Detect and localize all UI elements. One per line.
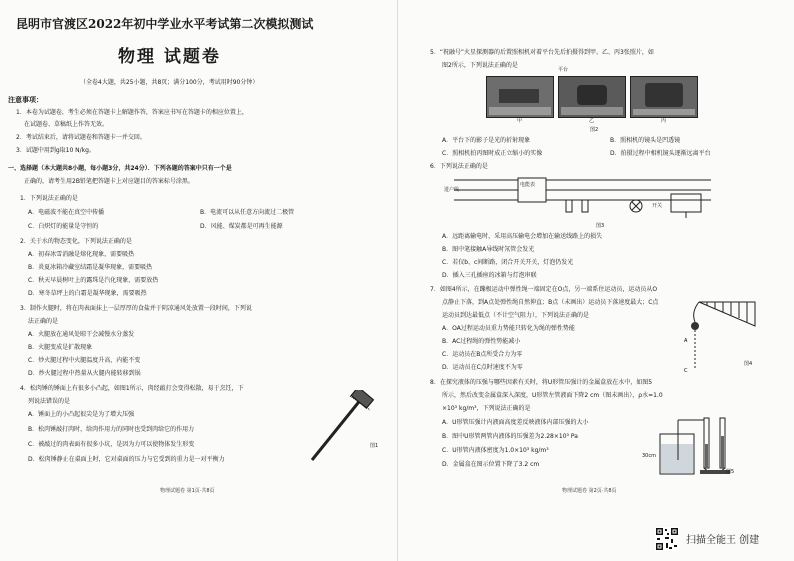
q7-stem-a: 7．如图4所示，在蹦极运动中弹性绳一端固定在O点，另一端系住运动员，运动员从O (430, 286, 658, 293)
q8-option-d: D．金属盒在图示位置下降了3.2 cm (442, 461, 540, 468)
photo-jia (486, 76, 554, 118)
notes-heading: 注意事项： (8, 96, 43, 104)
q4-stem-b: 列说法错误的是 (28, 398, 71, 405)
q4-option-b: B．松肉锤敲打肉时，给肉作用力的同时也受到肉给它的作用力 (28, 426, 195, 433)
q8-stem-a: 8．在探究液体的压强与哪些因素有关时，将U形管压强计的金属盒放在水中，如图5 (430, 379, 653, 386)
inlet-label: 进户线 (444, 187, 460, 193)
svg-text:C: C (684, 368, 688, 374)
u-tube-figure (656, 414, 736, 476)
q7-option-a: A．OA过程运动员重力势能只转化为绳的弹性势能 (442, 325, 575, 332)
q3-option-d: D．炒火腿过程中热量从火腿内能转移到锅 (28, 370, 141, 377)
meter-label: 电能表 (520, 182, 536, 188)
q3-option-b: B．火腿变成是扩散现象 (28, 344, 93, 351)
circuit-diagram (446, 172, 716, 220)
q4-option-d: D．松肉锤静止在桌面上时，它对桌面的压力与它受到的重力是一对平衡力 (28, 456, 225, 463)
q8-stem-b: 所示，然后改变金属盒深入深度，U形管左管液面下降2 cm（图未画出），ρ水=1.0 (442, 392, 663, 399)
figure4-label: 图4 (744, 361, 753, 367)
q6-stem: 6．下列说法正确的是 (430, 163, 488, 170)
note-1b: 在试题卷、草稿纸上作答无效。 (24, 121, 109, 128)
figure5-label: 图5 (726, 469, 735, 475)
figure1-label: 图1 (370, 443, 379, 449)
q2-option-c: C．秋天早晨树叶上的露珠是汽化现象，需要放热 (28, 277, 159, 284)
q2-option-a: A．初春冰雪消融是熔化现象，需要吸热 (28, 251, 135, 258)
q8-option-a: A．U形管压强计内液面高度差反映液体内部压强的大小 (442, 419, 589, 426)
note-1a: 1．本卷为试题卷，考生必须在答题卡上解题作答，答案应书写在答题卡的相应位置上， (16, 109, 248, 116)
q4-stem-a: 4．松肉锤的锤面上有很多小凸起，如图1所示，肉经敲打会变得松散，易于烹饪，下 (20, 385, 244, 392)
caption-jia: 甲 (517, 118, 523, 124)
caption-yi: 乙 (589, 118, 595, 124)
q2-option-d: D．寒冬草坪上的白霜是凝华现象，需要吸热 (28, 290, 147, 297)
q3-option-a: A．火腿放在通风处晾干会减慢水分蒸发 (28, 331, 135, 338)
q6-option-d: D．插入三孔插座的冰箱与灯泡串联 (442, 272, 537, 279)
figure2-label: 图2 (590, 127, 599, 133)
q5-option-a: A．平台下的影子是光的折射现象 (442, 137, 531, 144)
q1-option-d: D．风能、煤炭都是可再生能源 (200, 223, 283, 230)
left-footer: 物理试题卷 第1页·共8页 (160, 488, 215, 494)
q7-option-b: B．AC过程绳的弹性势能减小 (442, 338, 521, 345)
section1-heading-a: 一、选择题（本大题共8小题，每小题3分，共24分）．下列各题的答案中只有一个是 (8, 165, 232, 172)
figure3-label: 图3 (596, 223, 605, 229)
photo-yi (558, 76, 626, 118)
q5-stem-b: 图2所示，下列说法正确的是 (442, 62, 518, 69)
section1-heading-b: 正确的，请考生用2B铅笔把答题卡上对应题目的答案标号涂黑。 (24, 178, 194, 185)
scanner-watermark: 扫描全能王 创建 (686, 535, 760, 546)
q5-stem-a: 5．“祝融号”火星探测器的后置照相机对着平台先后拍摄得到甲、乙、丙3张照片，如 (430, 49, 654, 56)
qr-code-icon (655, 527, 679, 551)
right-footer: 物理试题卷 第2页·共8页 (562, 488, 617, 494)
q8-option-c: C．U形管内液体密度为1.0×10³ kg/m³ (442, 447, 549, 454)
q6-option-c: C．若仅b、c间断路，闭合开关开关，灯泡仍发光 (442, 259, 574, 266)
q5-option-d: D．拍摄过程中相机镜头逐渐远离平台 (610, 150, 711, 157)
subject-title: 物理 试题卷 (118, 47, 221, 67)
note-2: 2．考试结束后，请将试题卷和答题卡一并交回。 (16, 134, 146, 141)
q3-option-c: C．炒火腿过程中火腿温度升高，内能不变 (28, 357, 141, 364)
q6-option-b: B．图中笔接触A导线时氖管会发光 (442, 246, 535, 253)
q1-option-a: A．电磁波不能在真空中传播 (28, 209, 105, 216)
svg-text:A: A (684, 338, 688, 344)
switch-label: 开关 (652, 203, 663, 209)
q1-stem: 1．下列说法正确的是 (20, 195, 78, 202)
right-page (397, 0, 794, 561)
q2-stem: 2．关于水的物态变化，下列说法正确的是 (20, 238, 132, 245)
exam-title: 昆明市官渡区2022年初中学业水平考试第二次模拟测试 (16, 17, 314, 31)
photo-bing (630, 76, 698, 118)
q5-option-c: C．照相机拍丙图时成正立缩小的实像 (442, 150, 543, 157)
q3-stem-a: 3．制作火腿时，将在肉表面抹上一层厚厚的食盐并于阴凉通风处放置一段时间，下列说 (20, 305, 252, 312)
q7-option-c: C．运动员在B点所受合力为零 (442, 351, 523, 358)
caption-bing: 丙 (661, 118, 667, 124)
meat-hammer-figure (300, 390, 380, 465)
q7-stem-c: 运动员到达最低点（不计空气阻力），下列说法正确的是 (442, 312, 590, 319)
q4-option-c: C．被敲过的肉表面有很多小坑，是因为力可以使物体发生形变 (28, 441, 195, 448)
exam-info: （全卷4大题，共25小题，共8页；满分100分，考试用时90分钟） (80, 79, 259, 86)
q3-stem-b: 法正确的是 (28, 318, 59, 325)
q8-option-b: B．图中U形管两管内液体的压强差为2.28×10³ Pa (442, 433, 578, 440)
q7-option-d: D．运动员在C点时速度不为零 (442, 364, 523, 371)
depth-label: 30cm (642, 453, 656, 459)
q1-option-c: C．白炽灯的能量是守恒的 (28, 223, 99, 230)
q7-stem-b: 点静止下落，到A点处弹性绳自然伸直；B点（未画出）运动员下落速度最大；C点 (442, 299, 659, 306)
note-3: 3．试题中用到g取10 N/kg。 (16, 147, 95, 154)
q2-option-b: B．炎夏冰箱冷藏室结霜是凝华现象，需要吸热 (28, 264, 153, 271)
q1-option-b: B．电流可以从任意方向流过二极管 (200, 209, 295, 216)
platform-label: 平台 (558, 67, 569, 73)
q5-option-b: B．照相机的镜头是凹透镜 (610, 137, 681, 144)
q4-option-a: A．锤面上的小凸起很尖是为了增大压强 (28, 411, 135, 418)
q8-stem-c: ×10³ kg/m³，下列说法正确的是 (442, 405, 531, 412)
q6-option-a: A．远距离输电时，采用高压输电会增加在输送线路上的损失 (442, 233, 603, 240)
